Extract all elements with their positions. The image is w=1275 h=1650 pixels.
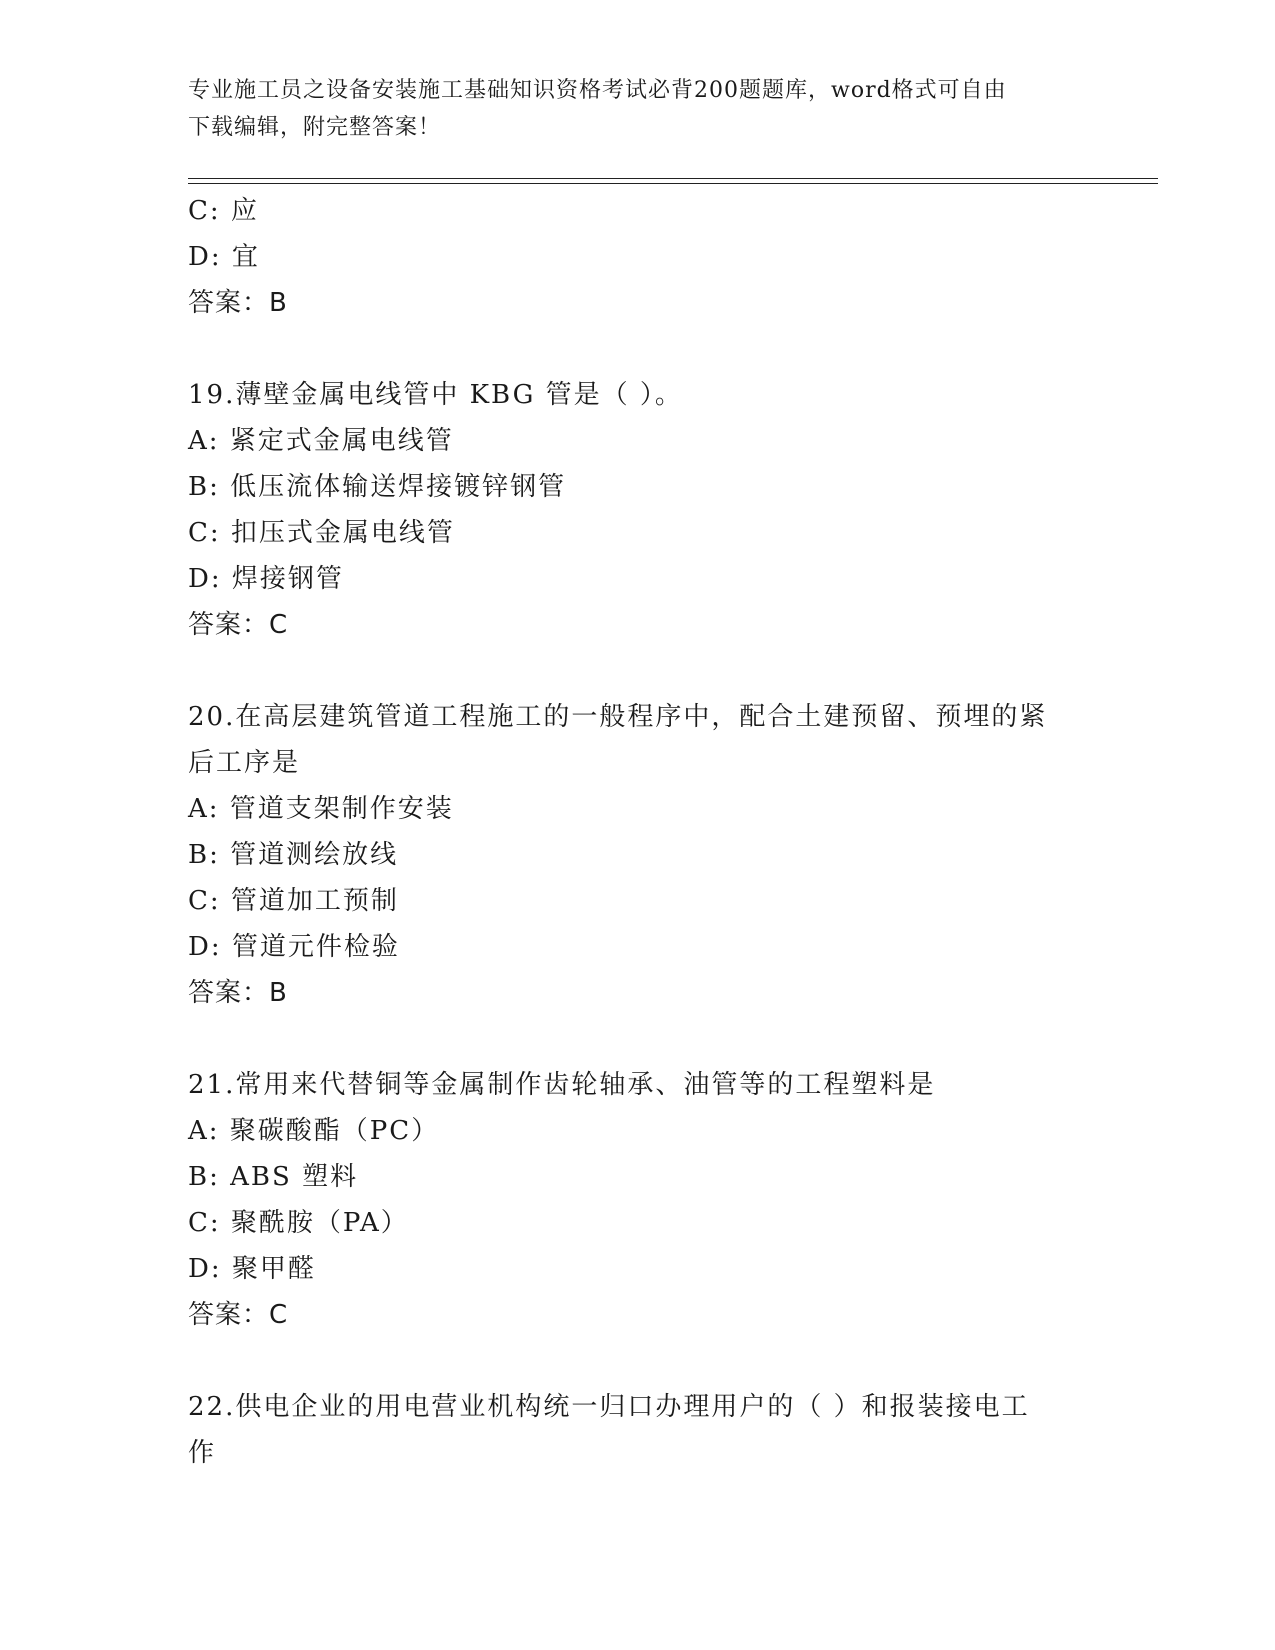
question-text: 19.薄壁金属电线管中 KBG 管是（ ）。: [188, 380, 683, 410]
header-rule-top: [188, 178, 1158, 179]
page-header: [188, 72, 1068, 146]
spacer: [188, 648, 1088, 694]
question-text: 21.常用来代替铜等金属制作齿轮轴承、油管等的工程塑料是: [188, 1070, 936, 1100]
option-c: C: 聚酰胺（PA）: [188, 1208, 409, 1238]
question-19: [188, 372, 1088, 648]
option-c: C: 扣压式金属电线管: [188, 518, 455, 548]
header-rule-bottom: [188, 183, 1158, 184]
option-b: B: 管道测绘放线: [188, 840, 399, 870]
option-d: D: 管道元件检验: [188, 932, 400, 962]
option-c: C: 应: [188, 196, 259, 226]
question-text: 20.在高层建筑管道工程施工的一般程序中，配合土建预留、预埋的紧: [188, 702, 1048, 732]
spacer: [188, 1338, 1088, 1384]
answer: 答案：C: [188, 610, 289, 640]
header-line-2: 下载编辑，附完整答案！: [188, 115, 442, 140]
answer: 答案：B: [188, 978, 288, 1008]
question-18-tail: [188, 188, 1088, 326]
option-a: A: 管道支架制作安装: [188, 794, 454, 824]
answer: 答案：C: [188, 1300, 289, 1330]
answer: 答案：B: [188, 288, 288, 318]
question-list: [188, 188, 1088, 1476]
question-text-continued: 后工序是: [188, 748, 301, 778]
question-20: [188, 694, 1088, 1016]
header-line-1: 专业施工员之设备安装施工基础知识资格考试必背200题题库，word格式可自由: [188, 78, 1007, 103]
option-c: C: 管道加工预制: [188, 886, 399, 916]
option-d: D: 聚甲醛: [188, 1254, 316, 1284]
option-b: B: 低压流体输送焊接镀锌钢管: [188, 472, 567, 502]
option-d: D: 宜: [188, 242, 260, 272]
option-b: B: ABS 塑料: [188, 1162, 359, 1192]
spacer: [188, 326, 1088, 372]
question-text-continued: 作: [188, 1438, 217, 1468]
option-a: A: 聚碳酸酯（PC）: [188, 1116, 440, 1146]
question-22: [188, 1384, 1088, 1476]
question-text: 22.供电企业的用电营业机构统一归口办理用户的（ ）和报装接电工: [188, 1392, 1030, 1422]
question-21: [188, 1062, 1088, 1338]
spacer: [188, 1016, 1088, 1062]
option-d: D: 焊接钢管: [188, 564, 344, 594]
option-a: A: 紧定式金属电线管: [188, 426, 454, 456]
